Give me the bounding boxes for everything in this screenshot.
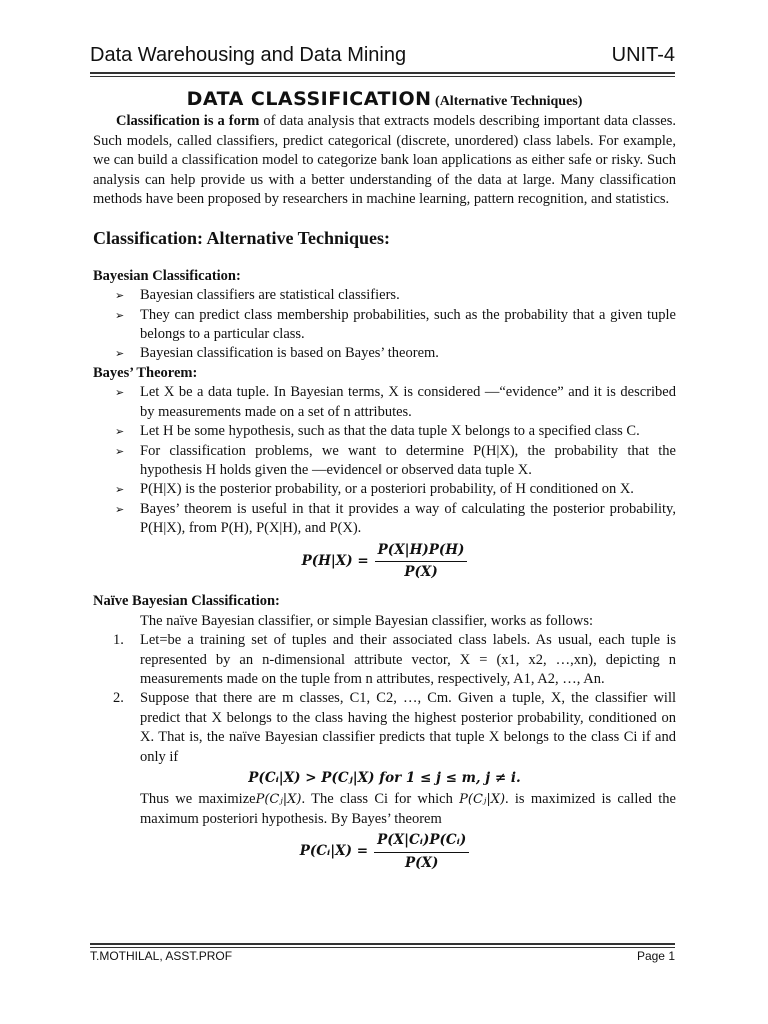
list-item: ➢ Bayesian classification is based on Bayes’ theorem. [140,344,676,363]
formula-lhs: P(H|X) = [301,552,369,569]
formula-lhs: P(Cᵢ|X) = [299,843,369,860]
arrow-bullet-icon: ➢ [115,483,125,497]
bayes-theorem-heading: Bayes’ Theorem: [93,364,198,381]
naive-bayes-heading: Naïve Bayesian Classification: [93,593,280,610]
maximize-paragraph: Thus we maximizeP(Cⱼ|X). The class Ci for which P(Cⱼ|X). is maximized is called the maximum posteriori hypothesis. By Bayes’ theorem [140,791,676,827]
page-number: Page 1 [636,949,675,963]
page-header [90,40,675,70]
formula-fraction [375,541,468,583]
bayes-theorem-bullet-list [93,383,676,538]
posterior-inequality: P(Cᵢ|X) > P(Cⱼ|X) for 1 ≤ j ≤ m, j ≠ i. [248,770,521,786]
header-unit-label: UNIT-4 [611,44,675,66]
intro-text: of data analysis that extracts models describing important data classes. Such models, called classifiers, predict categorical (discrete, unordered) class labels. For example, we can build a classification model to categorize bank loan applications as either safe or risky. Such analysis can help provide us with a better understanding of the data at large. Many classification methods have been proposed by researchers in machine learning, pattern recognition, and statistics. [93,113,676,208]
naive-bayes-formula [93,831,676,873]
arrow-bullet-icon: ➢ [115,386,125,400]
list-item: ➢ For classification problems, we want to determine P(H|X), the probability that the hypothesis H holds given the ―evidence‖ or observed data tuple X. [115,442,676,478]
step-text: Suppose that there are m classes, C1, C2, …, Cm. Given a tuple, X, the classifier will predict that X belongs to the class having the highest posterior probability, conditioned on X. That is, the naïve Bayesian classifier predicts that tuple X belongs to the class Ci if and only if [140,690,676,765]
bayes-theorem-formula [93,541,676,583]
footer-author: T.MOTHILAL, ASST.PROF [90,949,233,963]
step-number: 2. [113,690,124,707]
inline-formula: P(Cⱼ|X) [255,792,302,808]
page-body [93,90,676,877]
formula-denominator: P(X) [404,854,439,871]
list-item [113,689,676,767]
naive-bayes-intro: The naïve Bayesian classifier, or simple Bayesian classifier, works as follows: [140,612,594,629]
footer-divider [90,943,675,945]
section-heading: Classification: Alternative Techniques: [93,228,391,249]
bayesian-bullet-list [93,286,676,364]
list-item: ➢ Let H be some hypothesis, such as that the data tuple X belongs to a specified class C. [140,422,676,441]
list-item: ➢ P(H|X) is the posterior probability, or a posteriori probability, of H conditioned on X. [140,480,676,499]
title-subtitle: (Alternative Techniques) [431,94,583,109]
list-item: ➢ Bayes’ theorem is useful in that it provides a way of calculating the posterior probability, P(H|X), from P(H), P(X|H), and P(X). [115,500,676,537]
list-item: ➢ Bayesian classifiers are statistical classifiers. [140,286,676,305]
formula-denominator: P(X) [404,563,438,580]
intro-paragraph [93,112,676,209]
inline-formula: P(Cⱼ|X) [459,792,506,808]
arrow-bullet-icon: ➢ [115,289,125,303]
title-main: DATA CLASSIFICATION [186,88,432,110]
list-item: ➢ They can predict class membership probabilities, such as the probability that a given tuple belongs to a particular class. [115,306,676,343]
naive-bayes-steps [93,631,676,767]
formula-numerator: P(X|Cᵢ)P(Cᵢ) [374,831,469,852]
formula-fraction [374,831,469,873]
document-title [93,90,676,111]
header-course-title: Data Warehousing and Data Mining [90,44,407,66]
bayesian-heading: Bayesian Classification: [93,267,241,284]
arrow-bullet-icon: ➢ [115,347,125,361]
arrow-bullet-icon: ➢ [115,444,125,458]
list-item [113,631,676,689]
list-item: ➢ Let X be a data tuple. In Bayesian terms, X is considered ―“evidence” and it is described by measurements made on a set of n attributes. [115,384,676,420]
formula-numerator: P(X|H)P(H) [375,541,468,562]
step-text: Let=be a training set of tuples and their associated class labels. As usual, each tuple is represented by an n-dimensional attribute vector, X = (x1, x2, …,xn), depicting n measurements made on the tuple from n attributes, respectively, A1, A2, …, An. [140,632,676,687]
arrow-bullet-icon: ➢ [115,502,125,516]
intro-bold-lead: Classification is a form [116,113,260,130]
arrow-bullet-icon: ➢ [115,425,125,439]
arrow-bullet-icon: ➢ [115,308,125,322]
header-divider [90,72,675,74]
step-number: 1. [113,632,124,649]
